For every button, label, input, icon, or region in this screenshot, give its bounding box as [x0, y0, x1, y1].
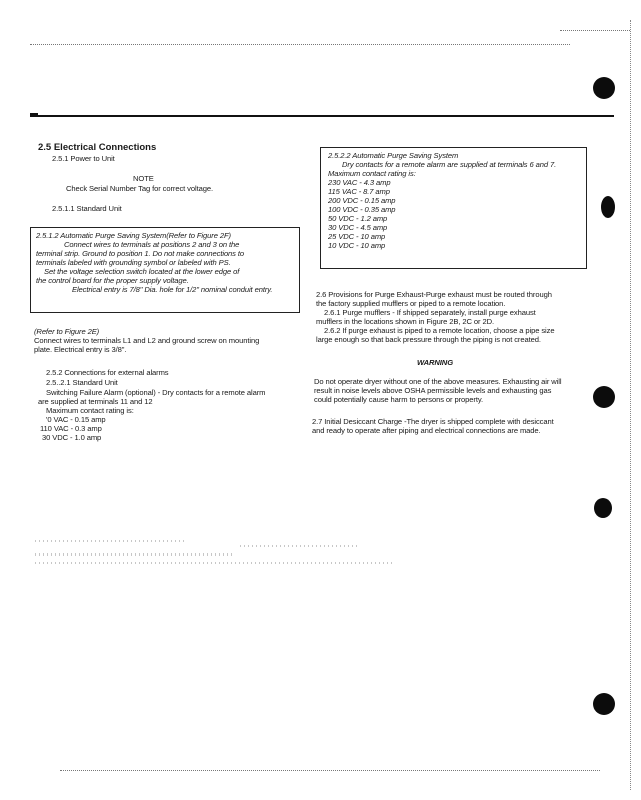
alarm-line: 30 VDC - 1.0 amp [42, 433, 102, 442]
purge-alarm-line: 25 VDC - 10 amp [328, 232, 386, 241]
purge-alarm-line: 200 VDC - 0.15 amp [328, 196, 396, 205]
refer-2e-line: Connect wires to terminals L1 and L2 and ground screw on mounting [34, 336, 260, 345]
purge-saving-line: 2.5.1.2 Automatic Purge Saving System(Refer to Figure 2F) [36, 231, 231, 240]
alarm-line: are supplied at terminals 11 and 12 [38, 397, 153, 406]
binder-hole-1 [593, 77, 615, 99]
subsection-external-alarms: 2.5.2 Connections for external alarms [46, 368, 169, 377]
desiccant-charge-text [312, 417, 554, 435]
purge-saving-line: the control board for the proper supply voltage. [36, 276, 189, 285]
alarm-text [38, 388, 265, 442]
purge-alarm-text [328, 151, 556, 250]
warning-line: could potentially cause harm to persons or property. [314, 395, 483, 404]
scan-edge-right [630, 20, 631, 790]
alarm-line: 110 VAC - 0.3 amp [40, 424, 102, 433]
purge-alarm-line: 10 VDC - 10 amp [328, 241, 386, 250]
purge-saving-line: terminal strip. Ground to position 1. Do not make connections to [36, 249, 245, 258]
scan-smudge-3 [35, 562, 395, 564]
purge-alarm-line: 230 VAC - 4.3 amp [328, 178, 391, 187]
purge-exhaust-line: the factory supplied mufflers or piped to a remote location. [316, 299, 506, 308]
purge-alarm-line: 2.5.2.2 Automatic Purge Saving System [328, 151, 459, 160]
subsection-standard-unit: 2.5.1.1 Standard Unit [52, 204, 122, 213]
desiccant-charge-line: 2.7 Initial Desiccant Charge -The dryer is shipped complete with desiccant [312, 417, 554, 426]
binder-hole-2 [601, 196, 615, 218]
header-rule [36, 115, 614, 117]
purge-alarm-line: Dry contacts for a remote alarm are supplied at terminals 6 and 7. [342, 160, 557, 169]
purge-saving-line: Set the voltage selection switch located at the lower edge of [44, 267, 240, 276]
purge-exhaust-text [316, 290, 554, 344]
refer-2e-line: plate. Electrical entry is 3/8". [34, 345, 127, 354]
purge-saving-line: terminals labeled with grounding symbol or labeled with PS. [36, 258, 231, 267]
warning-title: WARNING [417, 358, 454, 367]
purge-alarm-line: 100 VDC - 0.35 amp [328, 205, 396, 214]
binder-hole-4 [594, 498, 612, 518]
purge-alarm-line: 30 VDC - 4.5 amp [328, 223, 388, 232]
warning-line: result in noise levels above OSHA permissible levels and exhausting gas [314, 386, 552, 395]
refer-2e-title: (Refer to Figure 2E) [34, 327, 100, 336]
note-title: NOTE [133, 174, 154, 183]
purge-saving-text [36, 231, 272, 294]
scan-noise-corner [560, 30, 630, 31]
binder-hole-3 [593, 386, 615, 408]
scan-noise-top [30, 44, 570, 45]
note-text: Check Serial Number Tag for correct voltage. [66, 184, 213, 193]
binder-hole-5 [593, 693, 615, 715]
purge-alarm-line: 50 VDC - 1.2 amp [328, 214, 388, 223]
purge-exhaust-line: mufflers in the locations shown in Figure 2B, 2C or 2D. [316, 317, 494, 326]
alarm-line: Maximum contact rating is: [46, 406, 134, 415]
scan-smudge-1 [35, 540, 185, 542]
alarm-line: '0 VAC - 0.15 amp [46, 415, 106, 424]
scan-smudge-4 [240, 545, 360, 547]
purge-exhaust-line: 2.6.1 Purge mufflers - If shipped separately, install purge exhaust [324, 308, 536, 317]
scan-noise-bottom [60, 770, 600, 771]
purge-exhaust-line: 2.6 Provisions for Purge Exhaust-Purge exhaust must be routed through [316, 290, 552, 299]
purge-saving-line: Electrical entry is 7/8" Dia. hole for 1/2" nominal conduit entry. [72, 285, 273, 294]
purge-exhaust-line: 2.6.2 If purge exhaust is piped to a remote location, choose a pipe size [324, 326, 555, 335]
desiccant-charge-line: and ready to operate after piping and electrical connections are made. [312, 426, 541, 435]
purge-alarm-line: 115 VAC - 8.7 amp [328, 187, 390, 196]
subsection-alarm-standard-unit: 2.5..2.1 Standard Unit [46, 378, 118, 387]
warning-line: Do not operate dryer without one of the above measures. Exhausting air will [314, 377, 562, 386]
warning-text [314, 377, 561, 404]
scan-smudge-2 [35, 553, 235, 556]
refer-2e-text [34, 327, 259, 354]
purge-saving-line: Connect wires to terminals at positions 2 and 3 on the [64, 240, 240, 249]
purge-alarm-line: Maximum contact rating is: [328, 169, 416, 178]
alarm-line: Switching Failure Alarm (optional) - Dry contacts for a remote alarm [46, 388, 266, 397]
purge-exhaust-line: large enough so that back pressure through the piping is not created. [316, 335, 541, 344]
section-heading: 2.5 Electrical Connections [38, 142, 157, 153]
subsection-power: 2.5.1 Power to Unit [52, 154, 115, 163]
